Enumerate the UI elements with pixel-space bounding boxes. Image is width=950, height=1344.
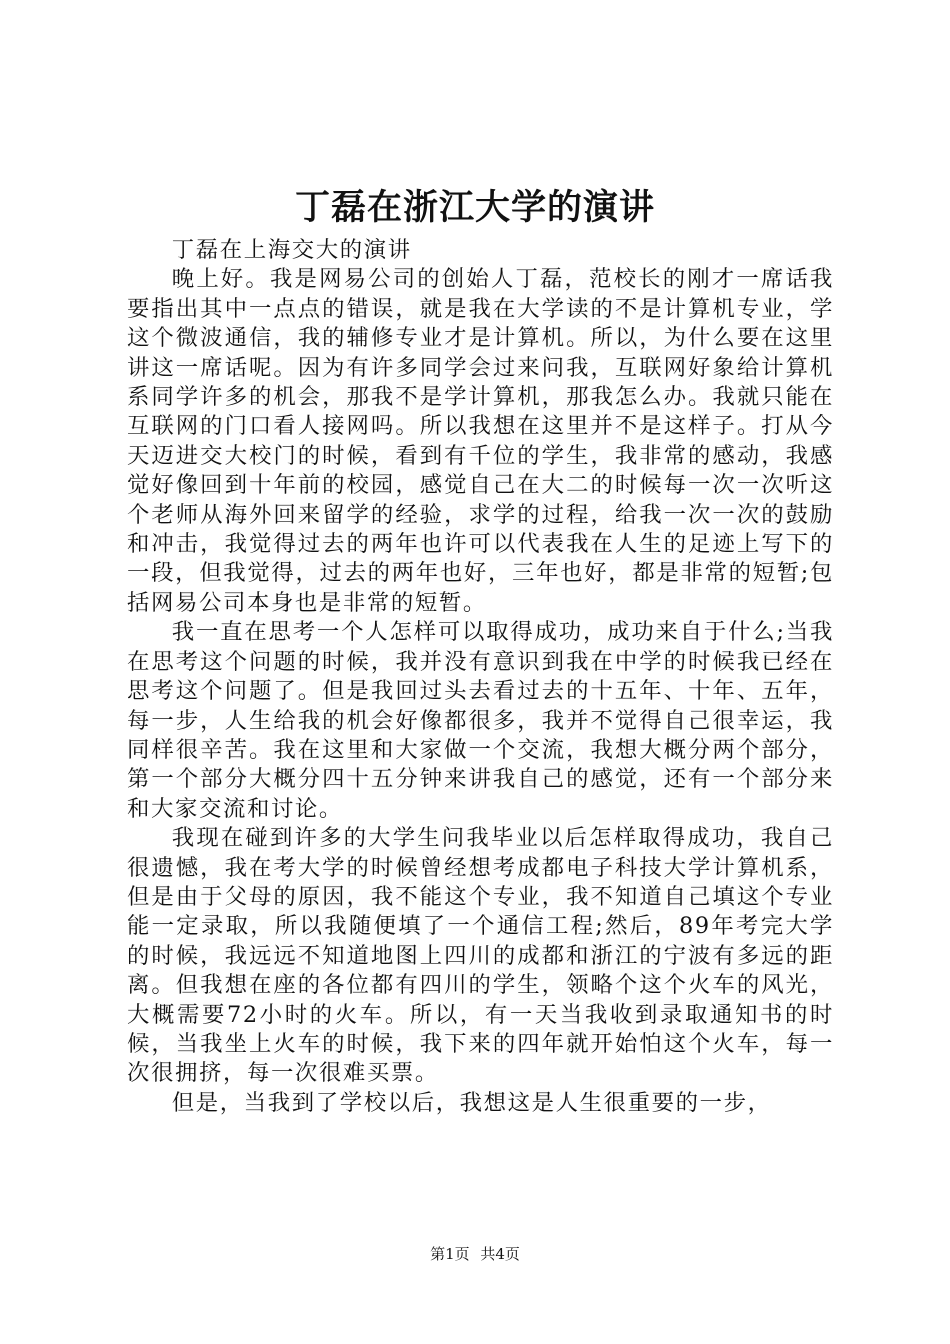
page-footer bbox=[0, 1244, 950, 1264]
document-title: 丁磊在浙江大学的演讲 bbox=[294, 187, 655, 228]
paragraph: 但是，当我到了学校以后，我想这是人生很重要的一步， bbox=[171, 1089, 772, 1116]
paragraph: 晚上好。我是网易公司的创始人丁磊，范校长的刚才一席话我要指出其中一点点的错误，就是我在大学读的不是计算机专业，学这个微波通信，我的辅修专业才是计算机。所以，为什么要在这里讲这一席话呢。因为有许多同学会过来问我，互联网好象给计算机系同学许多的机会，那我不是学计算机，那我怎么办。我就只能在互联网的门口看人接网吗。所以我想在这里并不是这样子。打从今天迈进交大校门的时候，看到有千位的学生，我非常的感动，我感觉好像回到十年前的校园，感觉自己在大二的时候每一次一次听这个老师从海外回来留学的经验，求学的过程，给我一次一次的鼓励和冲击，我觉得过去的两年也许可以代表我在人生的足迹上写下的一段，但我觉得，过去的两年也好，三年也好，都是非常的短暂;包括网易公司本身也是非常的短暂。 bbox=[127, 266, 834, 616]
paragraph-subtitle: 丁磊在上海交大的演讲 bbox=[171, 237, 412, 263]
document-body bbox=[127, 236, 834, 1118]
paragraph: 我一直在思考一个人怎样可以取得成功，成功来自于什么;当我在思考这个问题的时候，我并没有意识到我在中学的时候我已经在思考这个问题了。但是我回过头去看过去的十五年、十年、五年，每一步，人生给我的机会好像都很多，我并不觉得自己很幸运，我同样很辛苦。我在这里和大家做一个交流，我想大概分两个部分，第一个部分大概分四十五分钟来讲我自己的感觉，还有一个部分来和大家交流和讨论。 bbox=[127, 619, 834, 822]
paragraph: 我现在碰到许多的大学生问我毕业以后怎样取得成功，我自己很遗憾，我在考大学的时候曾经想考成都电子科技大学计算机系，但是由于父母的原因，我不能这个专业，我不知道自己填这个专业能一定录取，所以我随便填了一个通信工程;然后，89年考完大学的时候，我远远不知道地图上四川的成都和浙江的宁波有多远的距离。但我想在座的各位都有四川的学生，领略个这个火车的风光，大概需要72小时的火车。所以，有一天当我收到录取通知书的时候，当我坐上火车的时候，我下来的四年就开始怕这个火车，每一次很拥挤，每一次很难买票。 bbox=[127, 825, 834, 1087]
page-number: 第1页 bbox=[430, 1245, 470, 1263]
page-total: 共4页 bbox=[480, 1245, 520, 1263]
